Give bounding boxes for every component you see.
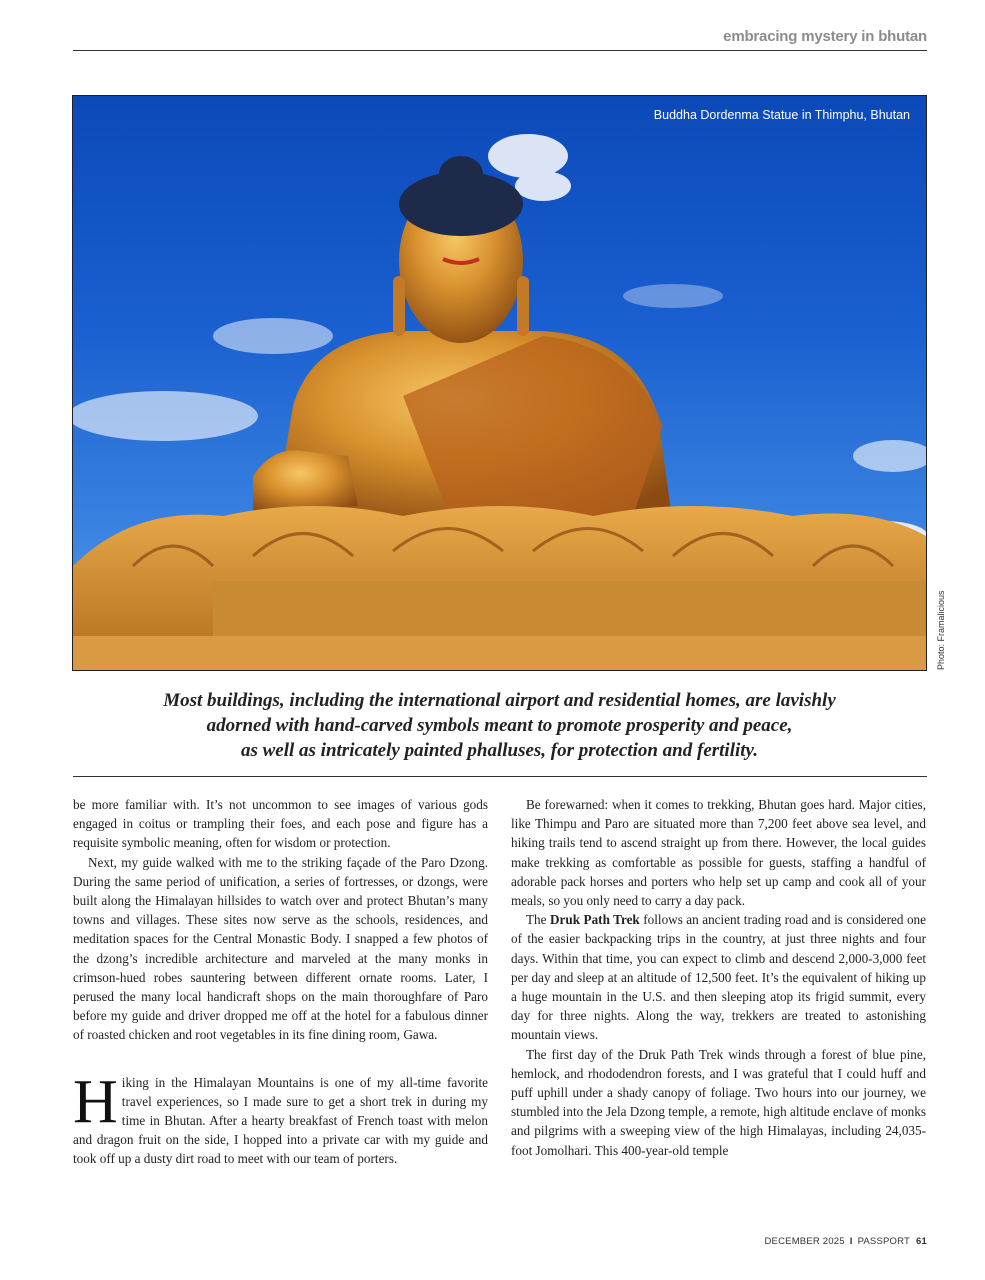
body-paragraph: be more familiar with. It’s not uncommon to see images of various gods engaged in coitus or trampling their foes, and each pose and figure has a requisite symbolic meaning, often for wisdom or protection. [73,797,488,851]
photo-caption: Buddha Dordenma Statue in Thimphu, Bhutan [653,108,910,122]
paragraph-rest: follows an ancient trading road and is considered one of the easier backpacking trips in the country, at just three nights and four days. Within that time, you can expect to climb and descend 2,000-3,000 feet per day and sleep at an altitude of 12,500 feet. It’s the equivalent of hiking up a huge mountain in the U.S. and then sleeping atop its frigid summit, every day for three nights. Along the way, trekkers are treated to astonishing mountain views. [511,912,926,1043]
body-paragraph: The first day of the Druk Path Trek winds through a forest of blue pine, hemlock, and rhododendron forests, and I was grateful that I could huff and puff uphill under a shady canopy of foliage. Two hours into our journey, we stumbled into the Jela Dzong temple, a remote, high altitude enclave of monks and pilgrims with a sweeping view of the high Himalayas, including 24,035-foot Jomolhari. This 400-year-old temple [511,1046,926,1158]
page-footer [765,1236,928,1247]
magazine-name: PASSPORT [857,1236,911,1247]
body-paragraph [511,910,926,1044]
dropcap-paragraph-text: iking in the Himalayan Mountains is one of my all-time favorite travel experiences, so I made sure to get a short trek in during my time in Bhutan. After a hearty breakfast of French toast with melon and dragon fruit on the side, I hopped into a private car with my guide and took off up a dusty dirt road to meet with our team of porters. [73,1074,488,1167]
photo-credit: Photo: Framalicious [936,590,946,670]
body-paragraph: Next, my guide walked with me to the striking façade of the Paro Dzong. During the same period of unification, a series of fortresses, or dzongs, were built along the Himalayan hillsides to watch over and protect Bhutan’s many towns and villages. These sites now serve as the schools, residences, and meditation spaces for the Central Monastic Body. I snapped a few photos of the dzong’s incredible architecture and marveled at the many monks in crimson-hued robes sauntering between different ornate rooms. Later, I perused the many local handicraft shops on the main thoroughfare of Paro before my guide and driver dropped me off at the hotel for a fabulous dinner of roasted chicken and root vegetables in its fine dining room, Gawa. [73,854,488,1043]
running-head: embracing mystery in bhutan [723,28,927,45]
right-column [511,795,926,1160]
body-paragraph: Be forewarned: when it comes to trekking, Bhutan goes hard. Major cities, like Thimpu and Paro are situated more than 7,200 feet above sea level, and hiking trails tend to ascend straight up from there. However, the local guides make trekking as comfortable as possible for guests, staffing a handful of adorable pack horses and porters who help set up camp and cook all of your meals, so you only need to carry a day pack. [511,797,926,909]
issue-date: DECEMBER 2025 [764,1236,845,1247]
pull-quote-rule [73,776,927,777]
paragraph-lead: The [526,912,550,928]
feature-photo [73,96,926,670]
buddha-statue-illustration [73,96,926,670]
trek-name: Druk Path Trek [550,912,640,928]
pull-quote-line: adorned with hand-carved symbols meant to promote prosperity and peace, [206,715,793,736]
header-rule [73,50,927,51]
page-number: 61 [916,1236,927,1247]
pull-quote-line: Most buildings, including the international airport and residential homes, are lavishly [163,690,836,711]
body-paragraph-dropcap [73,1067,488,1169]
pull-quote-line: as well as intricately painted phalluses, for protection and fertility. [240,740,759,761]
pull-quote [73,688,926,763]
drop-cap: H [73,1067,118,1136]
footer-separator: I [849,1236,853,1247]
left-column [73,795,488,1169]
